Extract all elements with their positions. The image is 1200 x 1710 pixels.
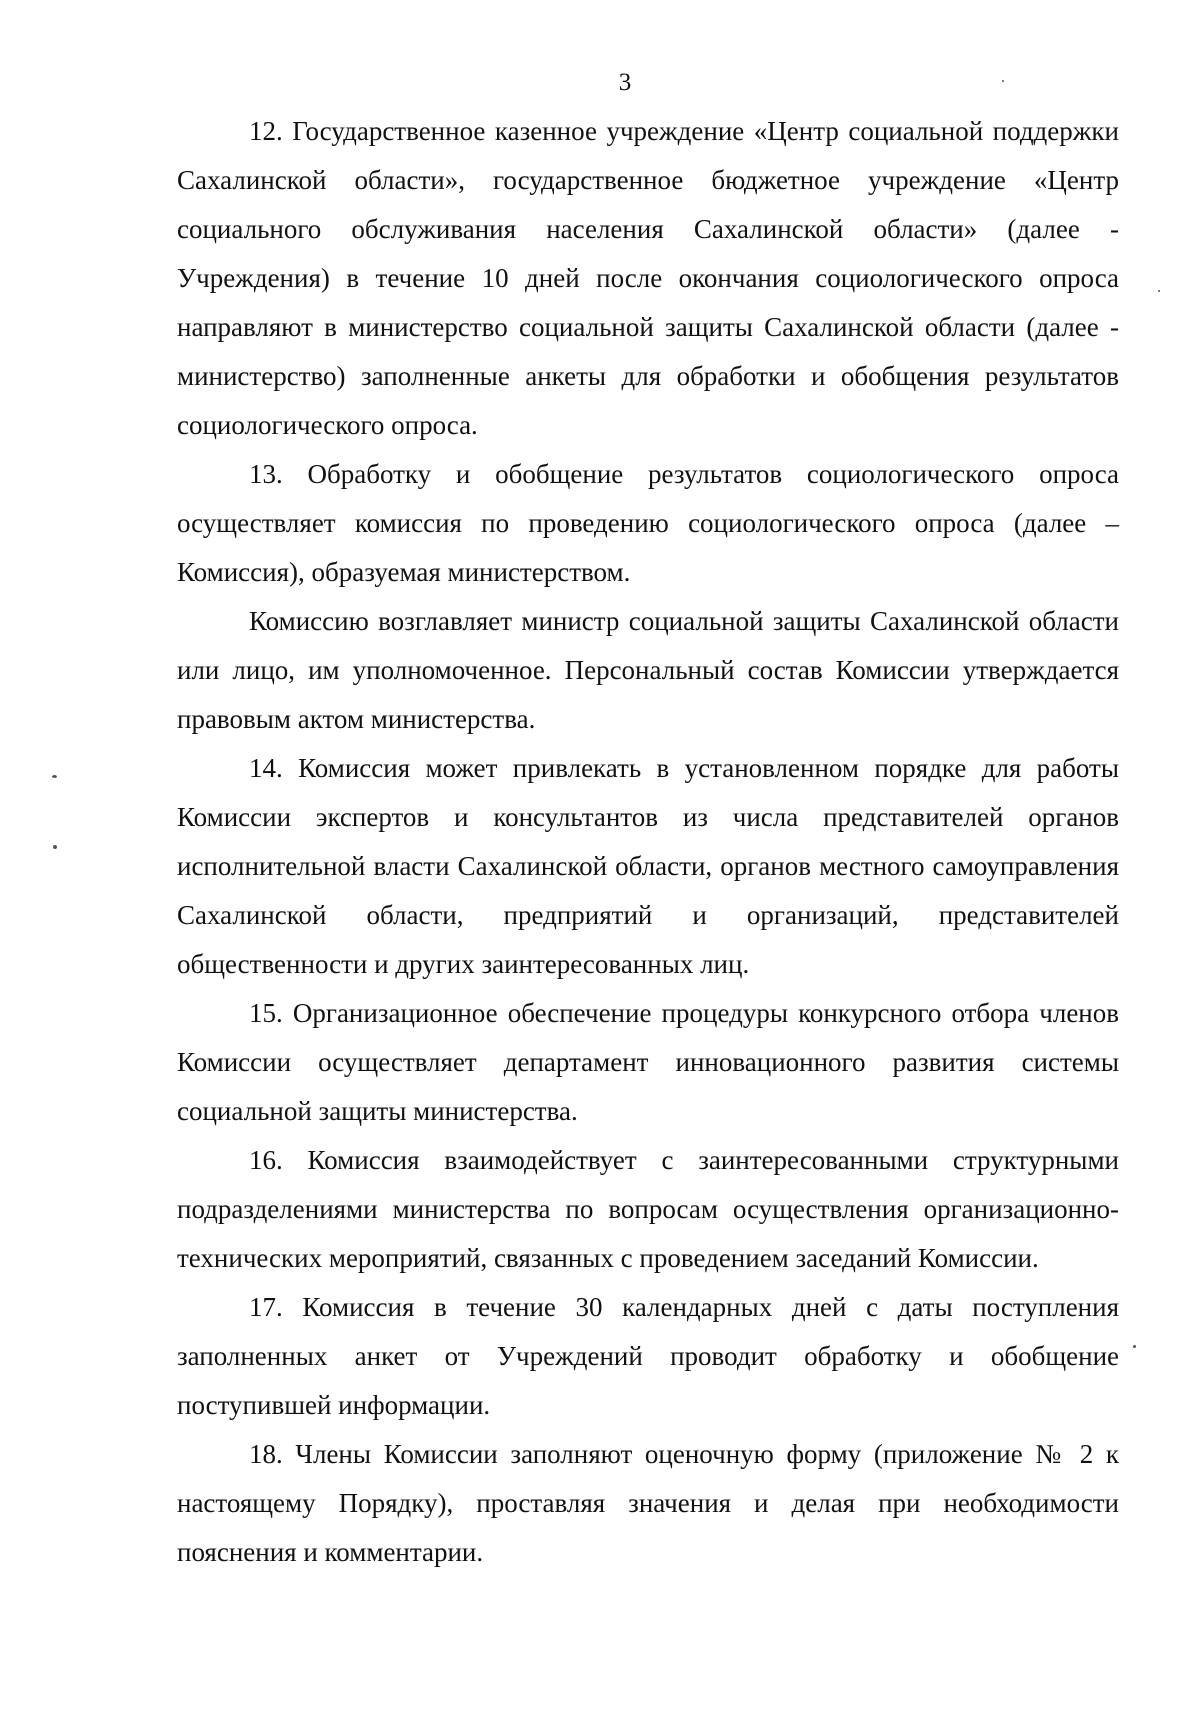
paragraph-16: 16. Комиссия взаимодействует с заинтересованными структурными подразделениями министерства по вопросам осуществления организационно-технических мероприятий, связанных с проведением заседаний Комиссии. [177, 1145, 1119, 1273]
scan-speck [52, 775, 57, 778]
scan-speck [1002, 80, 1004, 82]
paragraph-13: 13. Обработку и обобщение результатов социологического опроса осуществляет комиссия по проведению социологического опроса (далее – Комиссия), образуемая министерством. [177, 459, 1119, 587]
paragraph-18: 18. Члены Комиссии заполняют оценочную форму (приложение № 2 к настоящему Порядку), проставляя значения и делая при необходимости пояснения и комментарии. [177, 1439, 1119, 1567]
scan-speck [1158, 290, 1160, 292]
paragraph-12: 12. Государственное казенное учреждение «Центр социальной поддержки Сахалинской области», государственное бюджетное учреждение «Центр социального обслуживания населения Сахалинской области» (далее - Учреждения) в течение 10 дней после окончания социологического опроса направляют в министерство социальной защиты Сахалинской области (далее - министерство) заполненные анкеты для обработки и обобщения результатов социологического опроса. [177, 116, 1119, 440]
page-number: 3 [618, 69, 632, 96]
paragraph-15: 15. Организационное обеспечение процедуры конкурсного отбора членов Комиссии осуществляет департамент инновационного развития системы социальной защиты министерства. [177, 998, 1119, 1126]
scan-speck [1133, 1345, 1136, 1348]
paragraph-13-commission-head: Комиссию возглавляет министр социальной защиты Сахалинской области или лицо, им уполномоченное. Персональный состав Комиссии утверждается правовым актом министерства. [177, 606, 1119, 734]
paragraph-17: 17. Комиссия в течение 30 календарных дней с даты поступления заполненных анкет от Учреждений проводит обработку и обобщение поступившей информации. [177, 1292, 1119, 1420]
scan-speck [53, 845, 57, 849]
paragraph-14: 14. Комиссия может привлекать в установленном порядке для работы Комиссии экспертов и консультантов из числа представителей органов исполнительной власти Сахалинской области, органов местного самоуправления Сахалинской области, предприятий и организаций, представителей общественности и других заинтересованных лиц. [177, 753, 1119, 979]
document-body [177, 107, 1119, 1577]
